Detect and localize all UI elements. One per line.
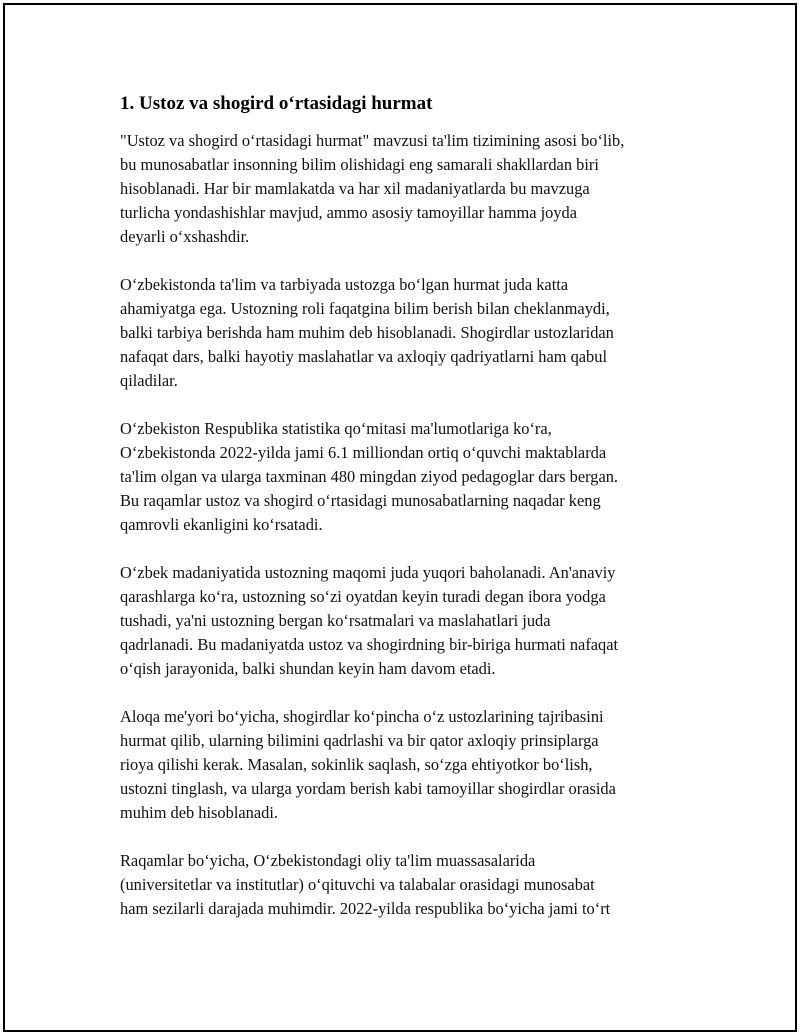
document-body: [120, 91, 700, 945]
document-page: [3, 3, 797, 1032]
paragraph-6: Raqamlar bo‘yicha, O‘zbekistondagi oliy ta'lim muassasalarida (universitetlar va institutlar) o‘qituvchi va talabalar orasidagi munosabat ham sezilarli darajada muhimdir. 2022-yilda respublika bo‘yicha jami to‘rt: [120, 851, 611, 918]
paragraph-3: O‘zbekiston Respublika statistika qo‘mitasi ma'lumotlariga ko‘ra, O‘zbekistonda 2022-yilda jami 6.1 milliondan ortiq o‘quvchi maktablarda ta'lim olgan va ularga taxminan 480 mingdan ziyod pedagoglar dars bergan. Bu raqamlar ustoz va shogird o‘rtasidagi munosabatlarning naqadar keng qamrovli ekanligini ko‘rsatadi.: [120, 419, 619, 534]
section-heading: 1. Ustoz va shogird o‘rtasidagi hurmat: [120, 93, 433, 114]
paragraph-4: O‘zbek madaniyatida ustozning maqomi juda yuqori baholanadi. An'anaviy qarashlarga ko‘ra, ustozning so‘zi oyatdan keyin turadi degan ibora yodga tushadi, ya'ni ustozning bergan ko‘rsatmalari va maslahatlari juda qadrlanadi. Bu madaniyatda ustoz va shogirdning bir-biriga hurmati nafaqat o‘qish jarayonida, balki shundan keyin ham davom etadi.: [120, 563, 619, 678]
paragraph-1: "Ustoz va shogird o‘rtasidagi hurmat" mavzusi ta'lim tizimining asosi bo‘lib, bu munosabatlar insonning bilim olishidagi eng samarali shakllardan biri hisoblanadi. Har bir mamlakatda va har xil madaniyatlarda bu mavzuga turlicha yondashishlar mavjud, ammo asosiy tamoyillar hamma joyda deyarli o‘xshashdir.: [120, 131, 625, 246]
paragraph-5: Aloqa me'yori bo‘yicha, shogirdlar ko‘pincha o‘z ustozlarining tajribasini hurmat qilib, ularning bilimini qadrlashi va bir qator axloqiy prinsiplarga rioya qilishi kerak. Masalan, sokinlik saqlash, so‘zga ehtiyotkor bo‘lish, ustozni tinglash, va ularga yordam berish kabi tamoyillar shogirdlar orasida muhim deb hisoblanadi.: [120, 707, 616, 822]
paragraph-2: O‘zbekistonda ta'lim va tarbiyada ustozga bo‘lgan hurmat juda katta ahamiyatga ega. Ustozning roli faqatgina bilim berish bilan cheklanmaydi, balki tarbiya berishda ham muhim deb hisoblanadi. Shogirdlar ustozlaridan nafaqat dars, balki hayotiy maslahatlar va axloqiy qadriyatlarni ham qabul qiladilar.: [120, 275, 614, 390]
